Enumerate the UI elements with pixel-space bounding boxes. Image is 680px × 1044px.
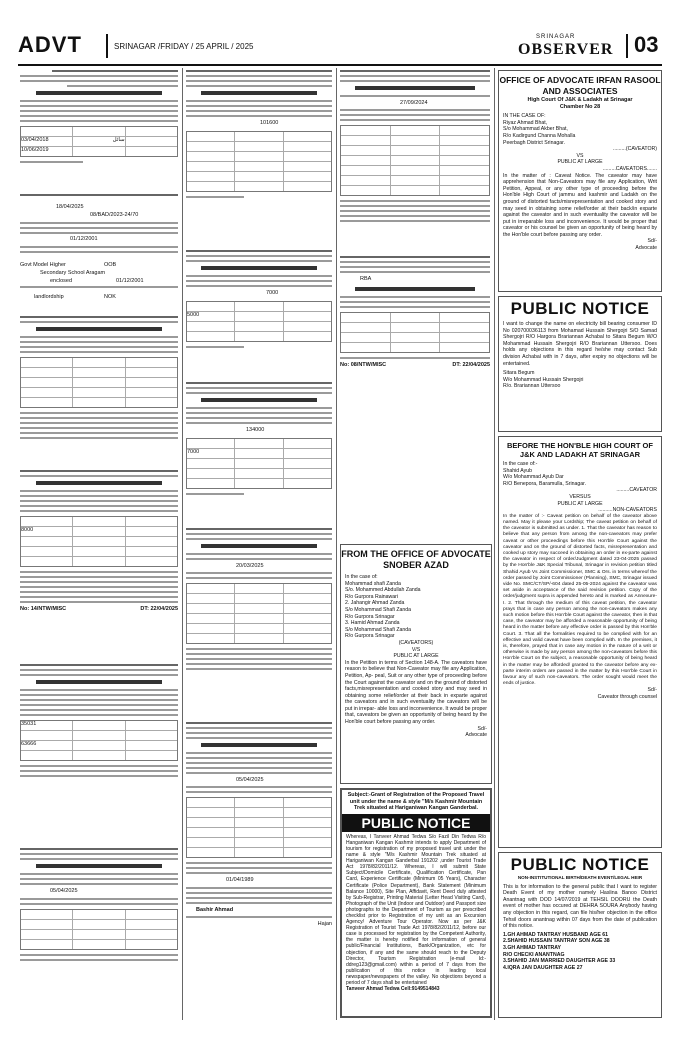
notice-date: 05/04/2025 xyxy=(236,777,264,783)
heir: 1.GH AHMAD TANTRAY HUSBAND AGE 61 xyxy=(503,931,609,938)
party: 2. Jahangir Ahmad Zanda xyxy=(345,600,405,607)
paper-logo: OBSERVER xyxy=(518,41,614,58)
notice-title: FROM THE OFFICE OF ADVOCATE SNOBER AZAD xyxy=(341,549,491,570)
signature: Sd/- xyxy=(647,238,657,245)
urdu-notice xyxy=(20,848,178,1018)
urdu-notice xyxy=(20,70,178,190)
notice-date: DT: 22/04/2025 xyxy=(140,606,178,612)
public-notice-electricity xyxy=(498,296,662,432)
party: R/o Gurpora Srinagar xyxy=(345,633,395,640)
party: S/o Mohammad Shafi Zanda xyxy=(345,606,412,613)
notice-date: 01/12/2001 xyxy=(70,236,98,242)
heir: 3.GH AHMAD TANTRAY xyxy=(503,944,562,951)
public-notice-death-event xyxy=(498,852,662,1018)
notice-date: 01/12/2001 xyxy=(116,278,144,284)
role-label: ..........NON-CAVEATORS xyxy=(598,507,657,514)
column-rule xyxy=(182,68,183,1020)
notice-word: landlordship xyxy=(34,294,64,300)
header-divider xyxy=(626,34,628,58)
signatory: R/o. Brariannan Uttersoo xyxy=(503,383,561,390)
notice-title: PUBLIC NOTICE xyxy=(342,814,490,832)
notice-subtitle: NON-INSTITUTIONAL BIRTH/DEATH EVENT/LEGAL HEIR xyxy=(517,875,643,880)
role-label: PUBLIC AT LARGE xyxy=(557,500,603,507)
amount-value: 134000 xyxy=(246,427,265,433)
notice-word: enclosed xyxy=(50,278,73,284)
notice-date: 20/03/2025 xyxy=(236,563,264,569)
party: Shahid Ayub xyxy=(503,467,533,474)
notice-title: PUBLIC NOTICE xyxy=(510,855,650,874)
snober-azad-notice xyxy=(340,544,492,784)
notice-body: Whereas, I Tanveer Ahmad Tedwa S/o Fazil Din Tedwa R/o Hanganiwan Kangan Kashmir intends to apply Department of tourism for registration of my proposed travel unit under the name & style "M/s Kashmir Mountain Trek situated at Hariganiwan Kangan Ganderbal 191202 ,under Tourist Trade Act 1978/82/2011/12. Whereas, I will submit State Subject/Domicile Certificate, Qualification Certificate, Pan Card, Experience Certificate (Minimum 05 Years), Character Certificate (Police Department), Bank Statement (Minimum Balance 10000), Site Plan, Affidavit, Rent Deed duly attested by Sub-Registrar, Printing Material (Letter Head Visiting Card), Photograph of the Unit (Indoor and Outdoor) and Passport size photographs to the Department of Tourism as per prescribed checklist prior to Registration of my unit as an Excursion Agency/ Adventure Tour Operator. Now as per J&K Registration of Tourist Trade Act 1978/82/2011/12, before our case is processed for registration by the Competent Authority, the matter is hereby notified for information of general public/Financial Institutions, Bank/Organization, etc for objection, if any and the same should reach to the Deputy Director, Tourism Registration (e-mail Id:- ddreg123@gmail.com) within a period of 7 days from the publication of this notice in leading local newspaper/newspapers of the valley. No objections beyond a period of 7 days shall be entertained xyxy=(346,833,486,987)
page-number: 03 xyxy=(634,32,659,57)
urdu-notice xyxy=(340,256,490,396)
column-rule xyxy=(494,68,495,1020)
notice-ref: 08/BAD/2023-24/70 xyxy=(90,212,139,218)
notice-title: PUBLIC NOTICE xyxy=(510,299,650,318)
signatory: Advocate xyxy=(465,732,487,739)
versus: VS xyxy=(576,152,584,159)
heir: R/O CHECKI ANANTNAG xyxy=(503,951,565,958)
party: R/o Gurpora Srinagar xyxy=(345,613,395,620)
signatory: W/o Mohammad Hussain Shergojri xyxy=(503,376,584,383)
signatory: Advocate xyxy=(635,245,657,252)
role-label: .........(CAVEATOR) xyxy=(612,146,657,153)
party: S/o Mohammad Shafi Zanda xyxy=(345,626,412,633)
notice-date: 27/09/2024 xyxy=(400,100,428,106)
heir: 3.SHAHID JAN MARRIED DAUGHTER AGE 33 xyxy=(503,958,616,965)
party: S/o Mohammad Akber Bhat, xyxy=(503,126,568,133)
notice-word: RBA xyxy=(360,276,372,282)
party: R/o Kadirgund Channa Mohalla xyxy=(503,132,576,139)
notice-ref: No: 14/NTW/MISC xyxy=(20,606,67,612)
party: Peerbagh District Srinagar. xyxy=(503,139,565,146)
amount-cell: 5000 xyxy=(187,312,235,321)
amount-cell: 8000 xyxy=(21,527,73,536)
notice-date: 18/04/2025 xyxy=(56,204,84,210)
notice-word: NOK xyxy=(104,294,116,300)
notice-ref: No: 08/NTW/MISC xyxy=(340,362,387,368)
urdu-notice xyxy=(20,316,178,466)
party: Riyaz Ahmad Bhat, xyxy=(503,119,548,126)
party: S/o. Mohammed Abdullah Zanda xyxy=(345,587,421,594)
signatory: Caveator through counsel xyxy=(597,694,657,701)
urdu-notice xyxy=(20,194,178,310)
notice-date: 01/04/1989 xyxy=(226,877,254,883)
notice-date: DT: 22/04/2025 xyxy=(452,362,490,368)
party: R/O Benepora, Baramulla, Srinagar. xyxy=(503,480,587,487)
amount-cell: 7000 xyxy=(187,449,235,458)
table-cell: ﺳﺎﺋﻞ xyxy=(73,137,125,146)
notice-subject: Subject:-Grant of Registration of the Proposed Travel unit under the name & style "M/s Kashmir Mountain Trek situated at Hariganiwan Kangan Ganderbal. xyxy=(347,792,485,812)
notice-title: OFFICE OF ADVOCATE IRFAN RASOOL AND ASSOCIATES xyxy=(499,75,661,96)
signatory: Bashir Ahmad xyxy=(196,907,234,913)
paper-city: SRINAGAR xyxy=(536,34,576,40)
urdu-notice xyxy=(186,382,332,522)
signatory: Sitara Begum xyxy=(503,370,535,377)
role-label: PUBLIC AT LARGE xyxy=(557,159,603,166)
signatory: Tanveer Ahmad Tedwa Cell:9149514843 xyxy=(346,986,440,993)
versus: V/S xyxy=(411,646,421,653)
notice-body: This is for information to the general public that I want to register Death Event of my mother namely Haslina Banoo District Anantnag with DOD 14/07/2019 at TEHSIL DOORU the Death event of mother has occured at DEHRA SOURA Anybody having any objection in this regard, can file his/her objection in the office Tehsil doors anantnag within 07 days from the date of publication of this notice. xyxy=(503,883,657,930)
notice-body: I want to change the name on electricity bill bearing consumer ID No 020700036113 from Mohamad Hussain Shergojri S/O Samad Shergojri R/O Hargora Brariannan Achabal to Sitara Begum W/O Mohammad Hussain Shergojri R/O Brariannan Uttersoo. Does holds any objections in this regard he/she may contact Sub division Achabal with in 7 days, after expiry no objections will be entertained. xyxy=(503,321,657,367)
chamber: Chamber No 28 xyxy=(559,103,601,110)
place: Hajan xyxy=(317,921,332,927)
signature: Sd/- xyxy=(647,687,657,694)
party: Mohammad shafi Zanda xyxy=(345,580,401,587)
header-divider xyxy=(106,34,108,58)
page-header xyxy=(18,30,662,66)
role-label: .........CAVEATOR xyxy=(616,487,657,494)
high-court-caveat xyxy=(498,436,662,848)
case-label: IN THE CASE OF: xyxy=(503,113,546,120)
tourism-notice xyxy=(340,788,492,1018)
dateline: SRINAGAR /FRIDAY / 25 APRIL / 2025 xyxy=(114,42,254,51)
notice-body: In the matter of :- Caveat petition on behalf of the caveator above named. May it please your Lordship; The caveat petition on behalf of the caveator is submitted as under. 1. That the caveator has reason to believe that any person from among the non-caveators may prefer caveat or other proceedings before this Hon'ble Court against the caveator and on the ground of distorted facts, misrepresentation and cooked up story may succeed in obtaining an order in ex-parte against the caveator in respect of order/Judgment dated 23-04-2025 passed by the Hon'ble J&K Special Tribunal, Srinagar in revision petition titled Shahid Ayub Vs Joint Commissioner, SMC & Ors. in terms whereof the order passed by Joint Commissioner (Planning), SMC, Srinagar issued vide No. SMC/CT/SP/-604 dated 25-05-2024 against the caveator was set aside in acceptance of the said revision petition. Copy of the order/judgment supra is appended hereto and is marked as Annexure-I. 2. That through the medium of this caveat petition, the caveator prays that in case any person among the non-caveators makes any such motion before this Hon'ble Court against the caveator, then in that case, the caveator may be afforded a reasonable opportunity of being heard in the matter before any effective order is passed by this Hon'ble Court. 3. That all the formalities required to be complied with for an effective and valid caveat have been complied with. In the premises, it is, therefore, prayed that in case any motion in the nature of a writ or otherwise is made by any person among the non-caveators before this Hon'ble Court on the subject, a reasonable opportunity of being heard in the matter may be afforded/ granted to the caveator before any ex-parte interim orders are passed in the matter by this Hon'ble Court in favour any of such non-caveators. The order sought would meet the ends of justice. xyxy=(503,513,657,687)
amount-cell: 63666 xyxy=(21,741,73,750)
urdu-notice xyxy=(340,70,490,252)
party: 3. Hamid Ahmad Zanda xyxy=(345,620,400,627)
notice-body: In the matter of : Caveat Notice. The caveator may have apprehension that Non-Caveators may file any Application, Writ Petition, Appeal, or any other type of proceeding before the Hon'ble High Court of jammu and kashmir and Ladakh on the ground of distorted facts/misrepresentation and cooked story and may seed in obtaining some relief/order at their back/in exparte against the caveator and in such eventuality the caveator will be put in irreparable loss and inconvenience. It would be proper that caveator or his counsel be given an opportunity of being heard by the Hon'ble court before passing any order. xyxy=(503,172,657,238)
urdu-notice xyxy=(186,722,332,1018)
notice-title: BEFORE THE HON'BLE HIGH COURT OF J&K AND LADAKH AT SRINAGAR xyxy=(507,441,653,459)
signature: Sd/- xyxy=(477,725,487,732)
heir: 4.IQRA JAN DAUGHTER AGE 27 xyxy=(503,964,583,971)
notice-word: OOB xyxy=(104,262,117,268)
role-label: .........CAVEATORS....... xyxy=(602,165,657,172)
urdu-notice xyxy=(186,250,332,378)
amount-value: 101600 xyxy=(260,120,279,126)
case-label: In the case of:- xyxy=(503,461,538,467)
school-name: Secondary School Aragam xyxy=(40,270,106,276)
column-rule xyxy=(336,68,337,1020)
urdu-notice xyxy=(186,528,332,718)
court-name: High Court Of J&K & Ladakh at Srinagar xyxy=(527,97,633,103)
section-label: ADVT xyxy=(18,32,82,57)
party: W/o Mohammad Ayub Dar xyxy=(503,474,564,481)
case-label: In the case of: xyxy=(345,574,378,580)
urdu-notice xyxy=(20,664,178,844)
amount-value: 7000 xyxy=(266,290,279,296)
irfan-rasool-notice xyxy=(498,70,662,292)
urdu-notice xyxy=(20,470,178,660)
school-name: Govt Model Higher xyxy=(20,262,66,268)
party: R/o Gurpora Rainawari xyxy=(345,593,399,600)
role-label: (CAVEATORS) xyxy=(398,639,434,646)
notice-body: In the Petition in terms of Section 148-A. The caveators have reason to believe that Non-Caveator may file any Application, Petition, Ap- peal, Suit or any other type of proceeding before the Court against the caveator and on the ground of distorted facts,misrepresentation and cooked story and may seed in obtaining some relief/order at their back in exparte against the caveators and in such eventuality the caveators will be put in irrepar- able loss and inconvenience. It would be proper that, caveators be given an opportunity of being heard by the Hon'ble court before passing any order. xyxy=(345,659,487,726)
role-label: PUBLIC AT LARGE xyxy=(393,653,439,660)
versus: VERSUS xyxy=(569,493,591,500)
notice-date: 05/04/2025 xyxy=(50,888,78,894)
heir: 2.SHAHID HUSSAIN TANTRAY SON AGE 38 xyxy=(503,938,610,945)
amount-cell: 35031 xyxy=(21,721,73,730)
urdu-notice xyxy=(186,70,332,246)
table-cell: 03/04/2018 xyxy=(21,137,73,146)
table-cell: 10/06/2019 xyxy=(21,147,73,156)
